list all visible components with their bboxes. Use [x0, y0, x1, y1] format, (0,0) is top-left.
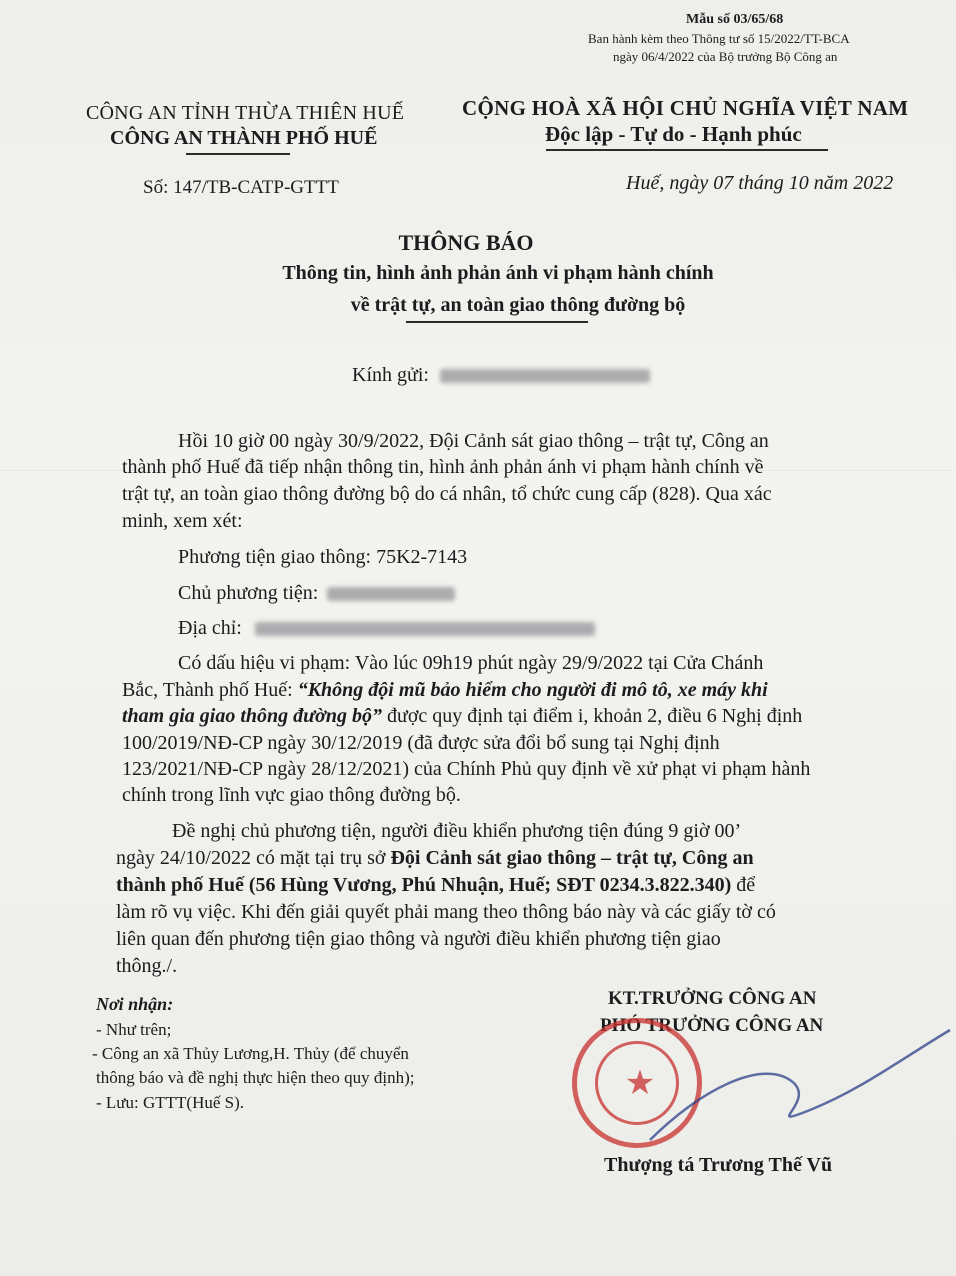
document-subtitle-1: Thông tin, hình ảnh phản ánh vi phạm hành chính	[282, 262, 714, 284]
recipients-item-2: - Công an xã Thủy Lương,H. Thủy (để chuyển	[92, 1044, 409, 1063]
violation-text-2: tham gia giao thông đường bộ”	[122, 705, 382, 727]
recipients-item-3: - Lưu: GTTT(Huế S).	[96, 1093, 245, 1112]
recipient-label: Kính gửi:	[352, 364, 429, 386]
owner-label: Chủ phương tiện:	[178, 582, 319, 604]
form-reference-line: Ban hành kèm theo Thông tư số 15/2022/TT-BCA	[588, 31, 850, 46]
para1-line3: trật tự, an toàn giao thông đường bộ do cá nhân, tổ chức cung cấp (828). Qua xác	[122, 483, 772, 505]
recipients-item-2-cont: thông báo và đề nghị thực hiện theo quy định);	[96, 1068, 415, 1087]
org-parent: CÔNG AN TỈNH THỪA THIÊN HUẾ	[86, 102, 405, 124]
para2-line5: 123/2021/NĐ-CP ngày 28/12/2021) của Chính Phủ quy định về xử phạt vi phạm hành	[122, 758, 811, 780]
para2-line2-text: Bắc, Thành phố Huế:	[122, 679, 298, 701]
owner-line	[178, 580, 455, 607]
motto-underline	[546, 149, 828, 151]
nation-title: CỘNG HOÀ XÃ HỘI CHỦ NGHĨA VIỆT NAM	[462, 96, 909, 120]
signature-scribble	[640, 1000, 956, 1170]
national-motto: Độc lập - Tự do - Hạnh phúc	[545, 122, 802, 146]
vehicle-plate: Phương tiện giao thông: 75K2-7143	[178, 546, 468, 568]
para2-line4: 100/2019/NĐ-CP ngày 30/12/2019 (đã được sửa đổi bổ sung tại Nghị định	[122, 732, 720, 754]
para1-line2: thành phố Huế đã tiếp nhận thông tin, hình ảnh phản ánh vi phạm hành chính về	[122, 456, 764, 478]
violation-text-1: “Không đội mũ bảo hiểm cho người đi mô tô, xe máy khi	[297, 679, 768, 701]
office-address: thành phố Huế (56 Hùng Vương, Phú Nhuận, Huế; SĐT 0234.3.822.340)	[116, 874, 732, 896]
para1-line1: Hồi 10 giờ 00 ngày 30/9/2022, Đội Cảnh sát giao thông – trật tự, Công an	[178, 430, 769, 452]
org-underline	[186, 153, 290, 155]
para3-line6: thông./.	[116, 955, 178, 977]
para3-line5: liên quan đến phương tiện giao thông và người điều khiển phương tiện giao	[116, 928, 721, 950]
para2-line3	[122, 703, 802, 730]
recipients-item-1: - Như trên;	[96, 1020, 172, 1039]
signer-role-1: KT.TRƯỞNG CÔNG AN	[608, 988, 817, 1009]
title-underline	[406, 321, 588, 323]
document-title: THÔNG BÁO	[398, 230, 534, 255]
star-icon: ★	[624, 1065, 656, 1102]
para3-line3-text: để	[731, 874, 756, 896]
para3-line4: làm rõ vụ việc. Khi đến giải quyết phải mang theo thông báo này và các giấy tờ có	[116, 901, 776, 923]
redacted-address	[255, 622, 595, 636]
para3-line1: Đề nghị chủ phương tiện, người điều khiển phương tiện đúng 9 giờ 00’	[172, 820, 742, 842]
recipient-line	[352, 364, 650, 387]
para1-line4: minh, xem xét:	[122, 510, 243, 532]
office-name: Đội Cảnh sát giao thông – trật tự, Công an	[390, 847, 754, 869]
place-date: Huế, ngày 07 tháng 10 năm 2022	[626, 172, 894, 194]
para3-line2-text: ngày 24/10/2022 có mặt tại trụ sở	[116, 847, 391, 869]
address-label: Địa chỉ:	[178, 617, 242, 639]
para2-line6: chính trong lĩnh vực giao thông đường bộ.	[122, 784, 461, 806]
form-number: Mẫu số 03/65/68	[686, 12, 784, 27]
para2-line2	[122, 677, 768, 704]
para2-line1: Có dấu hiệu vi phạm: Vào lúc 09h19 phút ngày 29/9/2022 tại Cửa Chánh	[178, 652, 764, 674]
recipients-title: Nơi nhận:	[96, 994, 174, 1014]
redacted-recipient	[440, 369, 650, 383]
para3-line3	[116, 872, 755, 899]
document-subtitle-2: về trật tự, an toàn giao thông đường bộ	[350, 294, 686, 316]
address-line	[178, 615, 595, 642]
document-number: Số: 147/TB-CATP-GTTT	[143, 177, 339, 198]
form-reference-date: ngày 06/4/2022 của Bộ trưởng Bộ Công an	[613, 49, 838, 64]
signer-name: Thượng tá Trương Thế Vũ	[604, 1154, 833, 1176]
para2-line3-text: được quy định tại điểm i, khoản 2, điều 6 Nghị định	[382, 705, 803, 727]
redacted-owner	[327, 587, 455, 601]
para3-line2	[116, 845, 754, 872]
org-name: CÔNG AN THÀNH PHỐ HUẾ	[110, 127, 378, 149]
signer-role-2: PHÓ TRƯỞNG CÔNG AN	[600, 1015, 824, 1036]
